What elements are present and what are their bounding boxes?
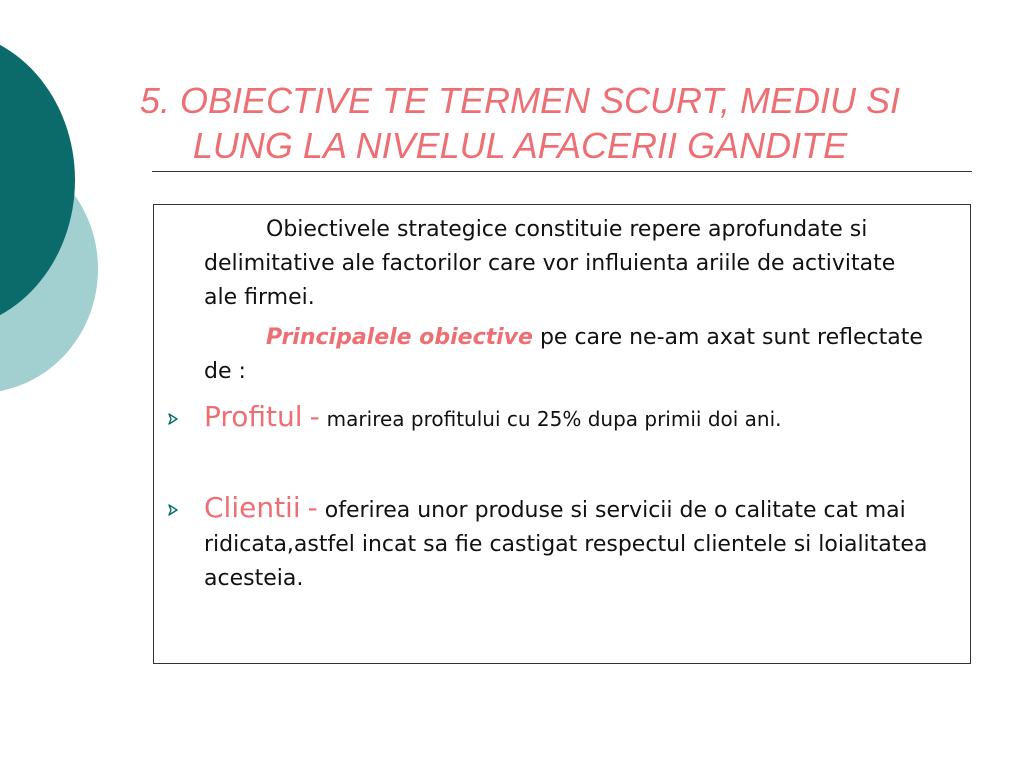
intro-paragraph: Obiectivele strategice constituie repere aprofundate si delimitative ale factorilor care vor influienta ariile de activitate ale firmei. (204, 217, 896, 310)
main-objectives-label: Principalele obiective (266, 325, 533, 350)
bullet-text (204, 400, 964, 437)
arrow-bullet-icon (166, 503, 180, 517)
bullet-dash: - (309, 400, 320, 433)
content-box (153, 204, 971, 664)
bullet-text (204, 491, 964, 596)
main-objectives-paragraph (204, 321, 924, 389)
bullet-description: marirea profitului cu 25% dupa primii doi ani. (326, 407, 782, 431)
bullet-description: oferirea unor produse si servicii de o calitate cat mai ridicata,astfel incat sa fie castigat respectul clientele si loialitatea acesteia. (204, 498, 928, 591)
bullet-dash: - (307, 491, 318, 524)
title-divider (152, 171, 972, 172)
bullet-term: Profitul (204, 400, 303, 433)
main-objectives-rest: pe care ne-am axat sunt reflectate de : (204, 325, 923, 384)
slide-title: 5. OBIECTIVE TE TERMEN SCURT, MEDIU SI LUNG LA NIVELUL AFACERII GANDITE (139, 80, 901, 166)
bullet-term: Clientii (204, 491, 301, 524)
arrow-bullet-icon (166, 412, 180, 426)
